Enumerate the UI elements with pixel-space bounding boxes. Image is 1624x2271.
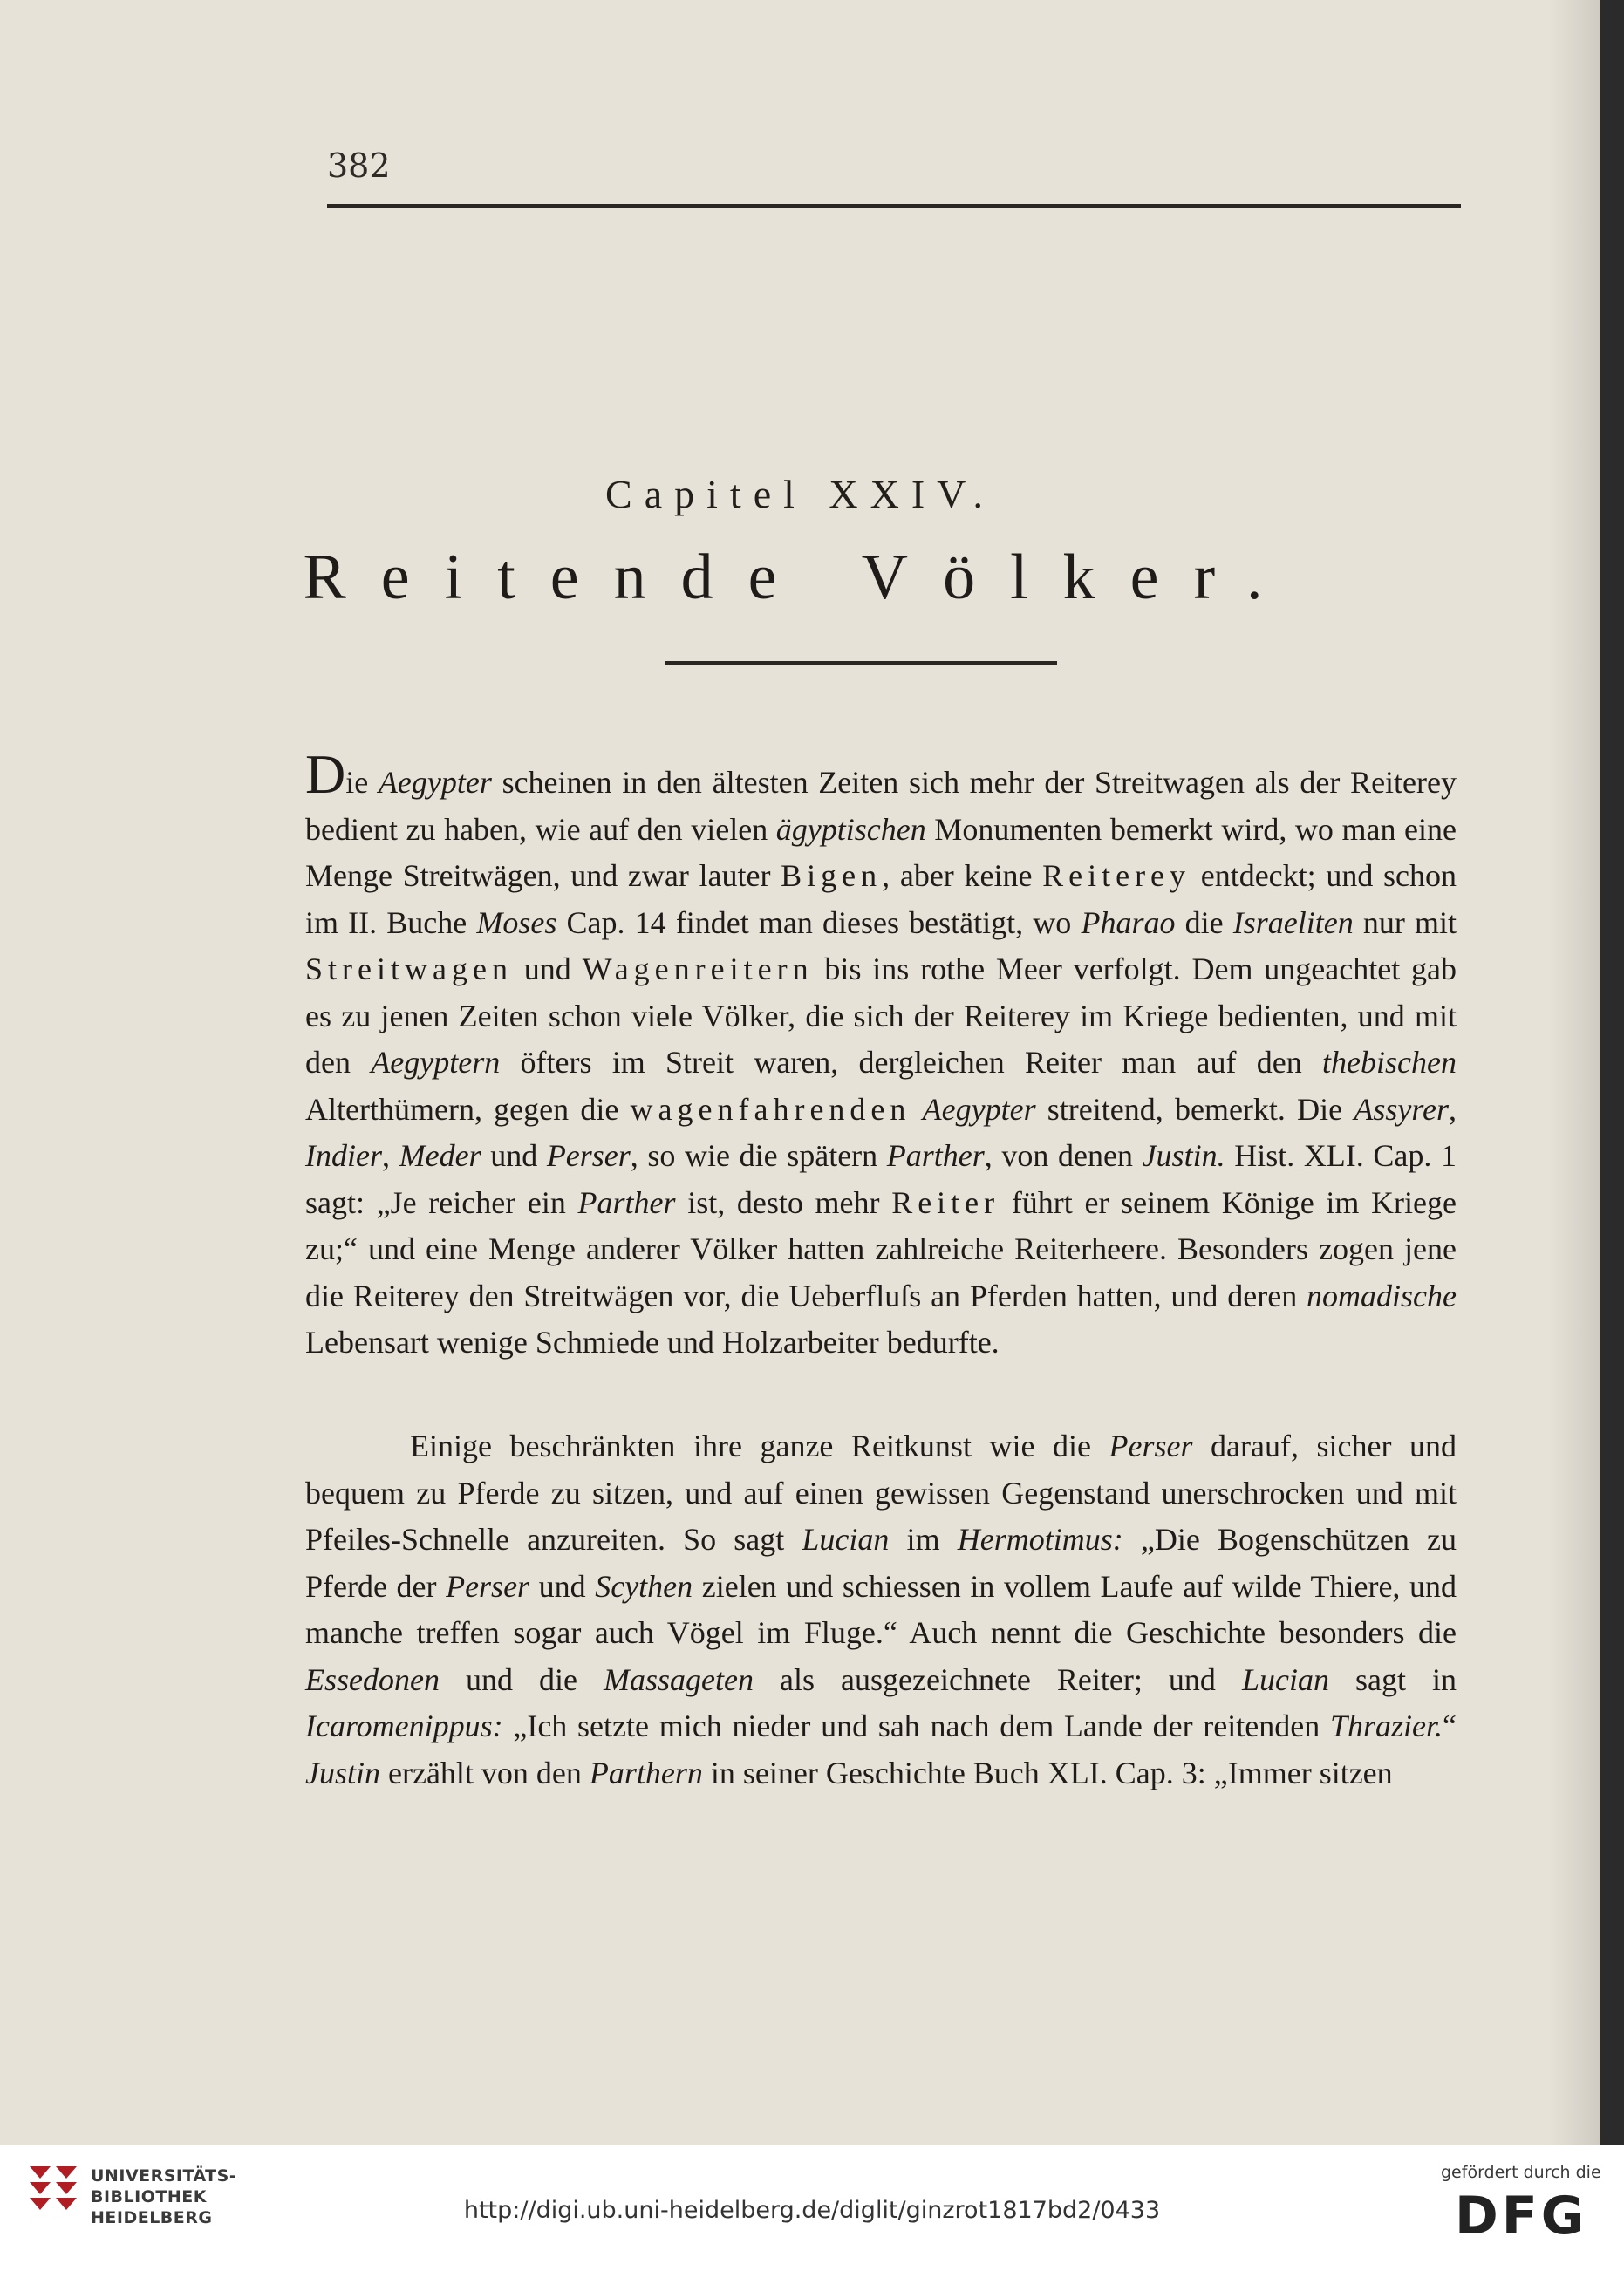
italic-run: Perser [1109,1429,1193,1463]
text-run: Lebensart wenige Schmiede und Holzarbeiter bedurfte. [305,1325,1000,1360]
text-run: öfters im Streit waren, dergleichen Reiter man auf den [500,1045,1323,1080]
spaced-run: Streitwagen [305,951,513,986]
text-run: , aber keine [882,858,1043,893]
text-run: scheinen in den ältesten Zeiten sich mehr der Streitwagen als der Reiterey bedient zu haben, wie auf den vielen [305,765,1457,847]
italic-run: Aegypter [378,765,492,800]
text-run: entdeckt; und schon im II. Buche [305,858,1457,940]
spaced-run: Wagenreitern [582,951,814,986]
text-run: Einige beschränkten ihre ganze Reitkunst wie die [410,1429,1109,1463]
italic-run: Meder [399,1138,481,1173]
text-run: ie [345,765,379,800]
text-run: Hist. XLI. Cap. 1 sagt: „Je reicher ein [305,1138,1457,1220]
header-rule [327,204,1461,208]
spaced-run: Reiterey [1042,858,1191,893]
text-run: sagt in [1328,1661,1457,1697]
document-url-link[interactable]: http://digi.ub.uni-heidelberg.de/diglit/ginzrot1817bd2/0433 [463,2197,1161,2224]
text-run: Cap. 14 findet man dieses bestätigt, wo [556,904,1082,940]
italic-run: Parther [577,1184,676,1220]
text-run: “ [1443,1708,1457,1743]
text-run: ist, desto mehr [675,1184,892,1220]
funded-by-label: gefördert durch die [1441,2163,1601,2182]
italic-run: thebischen [1322,1045,1457,1080]
text-run: und [481,1138,547,1173]
text-run: streitend, bemerkt. Die [1035,1091,1354,1127]
italic-run: nomadische [1307,1278,1457,1313]
text-run: darauf, sicher und bequem zu Pferde zu sitzen, und auf einen gewissen Gegenstand unerschrocken und mit Pfeiles-Schnelle anzureiten. So sagt [305,1429,1457,1557]
text-run: als ausgezeichnete Reiter; und [754,1661,1242,1697]
italic-run: Israeliten [1232,904,1354,940]
italic-run: Aegypter [922,1091,1036,1127]
spaced-run: wagenfahrenden [630,1091,911,1127]
italic-run: Lucian [1241,1661,1329,1697]
paragraph-2 [305,1423,1457,1797]
italic-run: Moses [476,904,557,940]
italic-run: Essedonen [305,1661,440,1697]
italic-run: Thrazier. [1329,1708,1443,1743]
dfg-logo: DFG [1455,2186,1588,2247]
italic-run: Assyrer [1354,1091,1449,1127]
spaced-run: Bigen [781,858,883,893]
text-run: „Ich setzte mich nieder und sah nach dem Lande der reitenden [502,1708,1330,1743]
italic-run: Massageten [604,1661,754,1697]
text-run: , so wie die spätern [630,1138,887,1173]
italic-run: Aegyptern [371,1045,501,1080]
italic-run: Justin [305,1755,380,1790]
italic-run: Hermotimus: [957,1522,1123,1557]
library-name-line-1: UNIVERSITÄTS- [91,2166,237,2186]
text-run: in seiner Geschichte Buch XLI. Cap. 3: „Immer sitzen [702,1755,1393,1790]
text-run: „Die Bogenschützen zu Pferde der [305,1522,1457,1604]
text-run: , [1449,1091,1457,1127]
chapter-heading: Capitel XXIV. [605,472,995,516]
text-run: und [512,951,583,986]
page-number: 382 [327,147,391,185]
text-run: und die [439,1661,604,1697]
text-run: Alterthümern, gegen die [305,1091,631,1127]
italic-run: ägyptischen [775,811,926,847]
text-run: bis ins rothe Meer verfolgt. Dem ungeachtet gab es zu jenen Zeiten schon viele Völker, die sich der Reiterey im Kriege bedienten, und mit den [305,951,1457,1080]
italic-run: Perser [546,1138,631,1173]
text-run: im [889,1522,958,1557]
text-run: zielen und schiessen in vollem Laufe auf wilde Thiere, und manche treffen sogar auch Vögel im Fluge.“ Auch nennt die Geschichte besonders die [305,1568,1457,1650]
italic-run: Perser [446,1568,530,1604]
text-run: Monumenten bemerkt wird, wo man eine Menge Streitwägen, und zwar lauter [305,811,1457,893]
library-name-line-3: HEIDELBERG [91,2208,213,2227]
paragraph-1 [305,743,1457,1367]
text-run: und [529,1568,596,1604]
page-edge-shadow [1548,0,1600,2145]
text-run: , von denen [984,1138,1143,1173]
text-run [911,1092,922,1127]
italic-run: Scythen [595,1568,693,1604]
text-run: , [381,1138,399,1173]
italic-run: Indier [305,1138,382,1173]
italic-run: Parthern [589,1755,703,1790]
italic-run: Icaromenippus: [305,1708,503,1743]
italic-run: Lucian [802,1522,890,1557]
text-run: die [1175,904,1233,940]
italic-run: Pharao [1081,904,1176,940]
drop-cap: D [305,743,346,805]
chapter-title: Reitende Völker. [303,542,1298,613]
title-rule [665,661,1057,665]
text-run: erzählt von den [380,1755,590,1790]
italic-run: Justin. [1142,1138,1225,1173]
library-name-line-2: BIBLIOTHEK [91,2187,207,2206]
text-run: führt er seinem Könige im Kriege zu;“ und eine Menge anderer Völker hatten zahlreiche Reiterheere. Besonders zogen jene die Reiterey den Streitwägen vor, die Ueberfluſs an Pferden hatten, und deren [305,1184,1457,1313]
text-run: nur mit [1353,904,1457,940]
italic-run: Parther [886,1138,985,1173]
spaced-run: Reiter [891,1184,1000,1220]
